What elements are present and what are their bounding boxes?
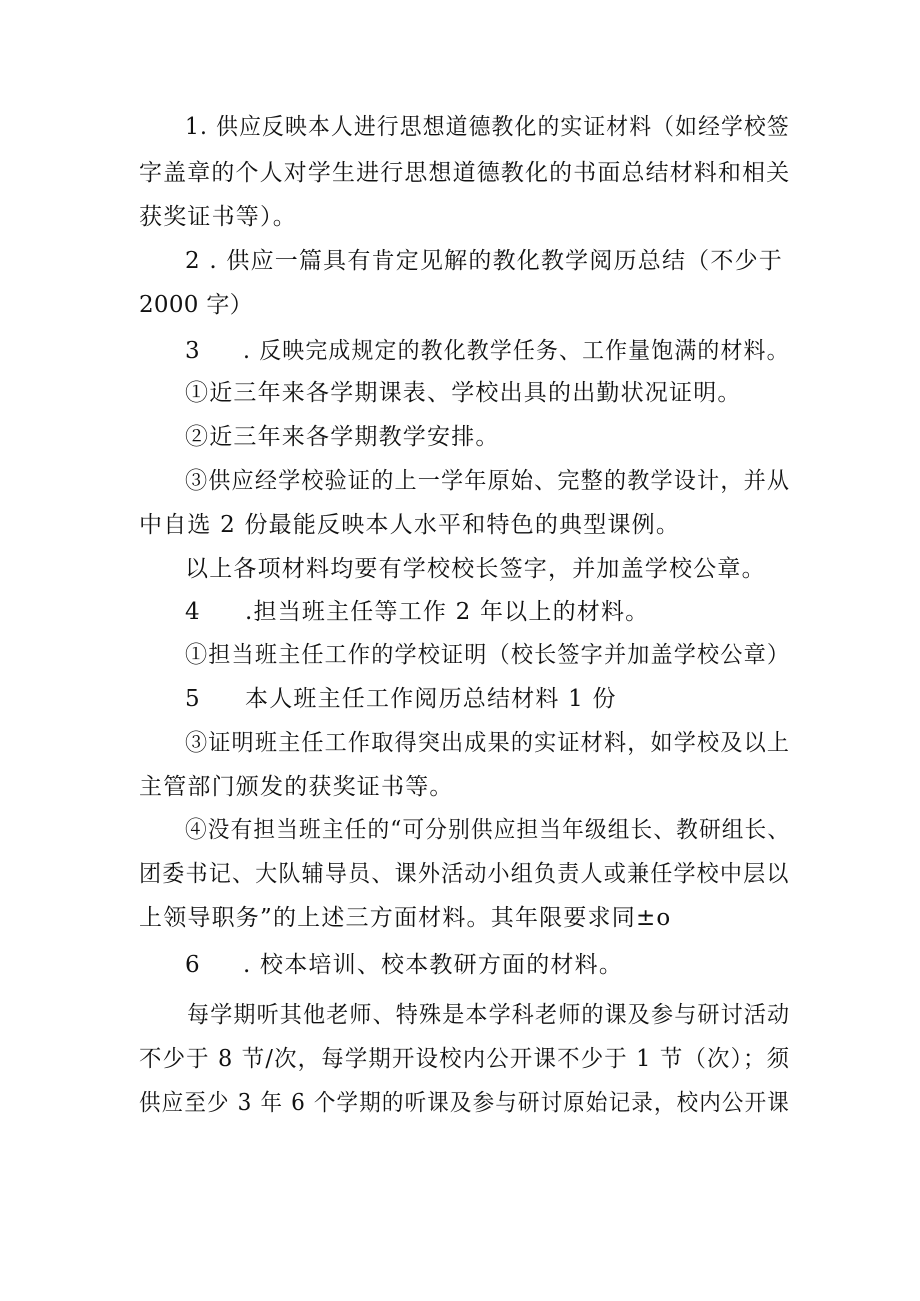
item5-heading: 本人班主任工作阅历总结材料 1 份 — [245, 686, 617, 712]
item6-heading: . 校本培训、校本教研方面的材料。 — [243, 952, 624, 978]
item1-line2: 字盖章的个人对学生进行思想道德教化的书面总结材料和相关 — [139, 160, 791, 186]
item3-heading: . 反映完成规定的教化教学任务、工作量饱满的材料。 — [243, 338, 790, 364]
item5-number: 5 — [185, 686, 200, 712]
item1-line1: 1. 供应反映本人进行思想道德教化的实证材料（如经学校签 — [185, 114, 790, 140]
item4-number: 4 — [185, 599, 200, 625]
item5-sub3-line1: ③证明班主任工作取得突出成果的实证材料，如学校及以上 — [185, 730, 791, 756]
item5-sub4-line2: 团委书记、大队辅导员、课外活动小组负责人或兼任学校中层以 — [139, 861, 790, 887]
item5-sub4-line3: 上领导职务”的上述三方面材料。其年限要求同±o — [139, 905, 672, 931]
item3-sub1: ①近三年来各学期课表、学校出具的出勤状况证明。 — [185, 380, 742, 406]
item6-body-line3: 供应至少 3 年 6 个学期的听课及参与研讨原始记录，校内公开课 — [139, 1090, 790, 1116]
item2-line2: 2000 字） — [139, 292, 253, 318]
item1-line3: 获奖证书等）。 — [139, 204, 297, 230]
item3-sub2: ②近三年来各学期教学安排。 — [185, 424, 500, 450]
item4-heading: .担当班主任等工作 2 年以上的材料。 — [245, 599, 650, 625]
item3-sub3-line2: 中自选 2 份最能反映本人水平和特色的典型课例。 — [139, 512, 681, 538]
item3-sub3-line1: ③供应经学校验证的上一学年原始、完整的教学设计，并从 — [185, 468, 791, 494]
item6-number: 6 — [185, 952, 200, 978]
item6-body-line1: 每学期听其他老师、特殊是本学科老师的课及参与研讨活动 — [187, 1002, 791, 1028]
item3-number: 3 — [185, 338, 200, 364]
item5-sub4-line1: ④没有担当班主任的“可分别供应担当年级组长、教研组长、 — [185, 817, 791, 843]
item6-body-line2: 不少于 8 节/次，每学期开设校内公开课不少于 1 节（次）；须 — [139, 1046, 791, 1072]
item2-line1: 2 . 供应一篇具有肯定见解的教化教学阅历总结（不少于 — [185, 248, 783, 274]
item4-sub1: ①担当班主任工作的学校证明（校长签字并加盖学校公章） — [185, 642, 791, 668]
item5-sub3-line2: 主管部门颁发的获奖证书等。 — [139, 774, 454, 800]
signing-note: 以上各项材料均要有学校校长签字，并加盖学校公章。 — [185, 556, 766, 582]
